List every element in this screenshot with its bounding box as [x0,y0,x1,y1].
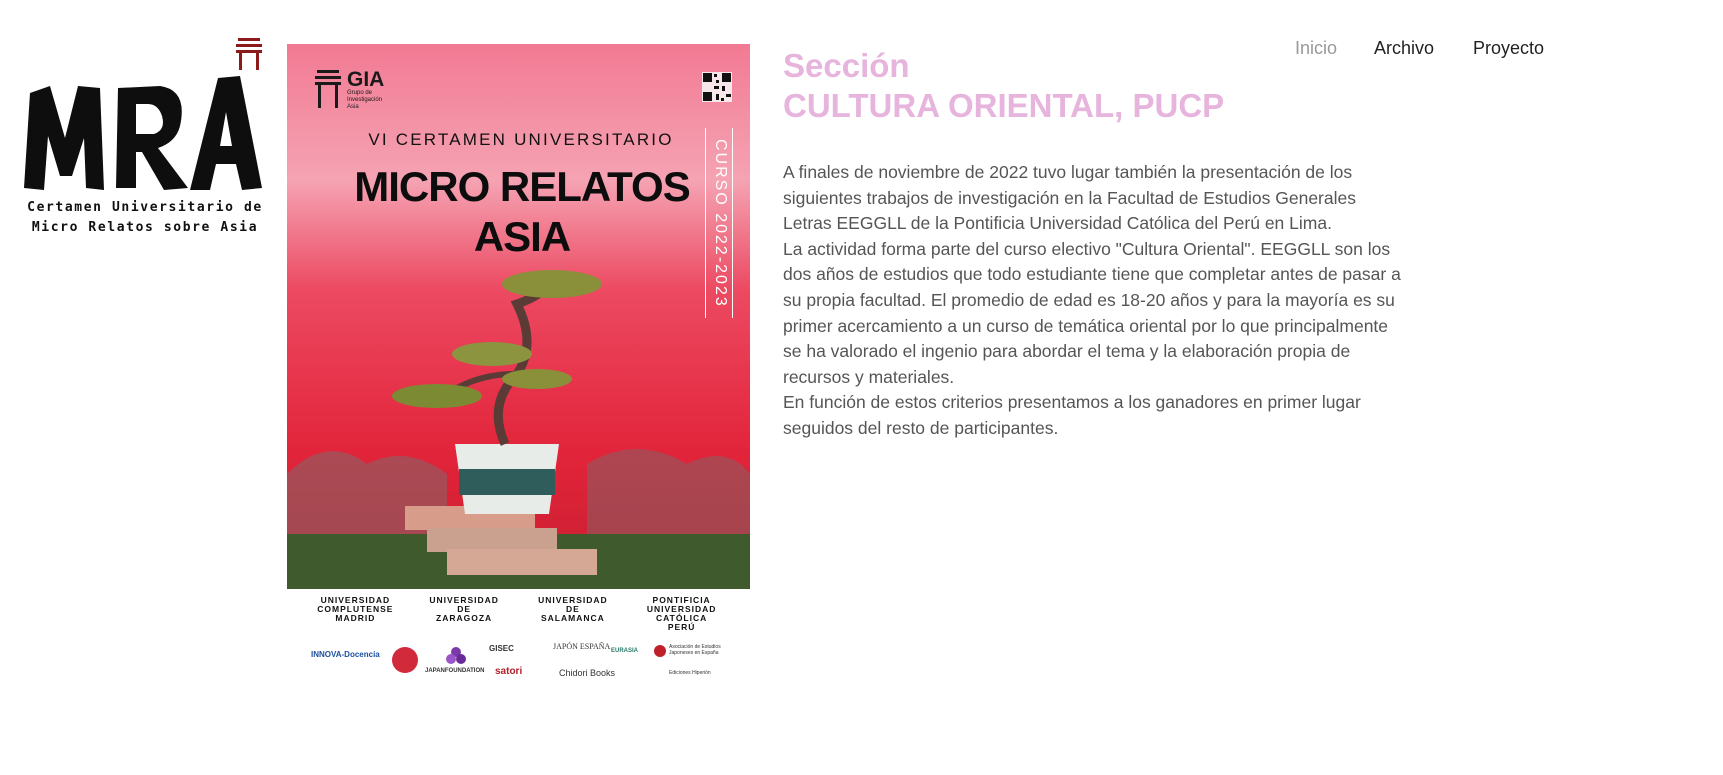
sponsor-japon-espana: JAPÓN ESPAÑA [553,642,611,651]
nav-item-proyecto[interactable]: Proyecto [1473,38,1545,58]
site-logo[interactable] [20,38,270,238]
university-item: PONTIFICIA UNIVERSIDAD CATÓLICA PERÚ [646,595,717,632]
poster-course-label: CURSO 2022-2023 [712,138,729,308]
nav-item-archivo[interactable]: Archivo [1374,38,1435,58]
contest-poster[interactable] [287,44,750,696]
body-paragraph: A finales de noviembre de 2022 tuvo lugar también la presentación de los siguientes trabajos de investigación en la Facultad de Estudios Generales Letras EEGGLL de la Pontificia Universidad Católica del Perú en Lima. [783,162,1356,234]
logo-subtitle [20,198,270,238]
mra-logo-mark [20,38,270,198]
gia-subtitle-1: Grupo de [347,90,373,96]
poster-heading-big-line1: MICRO RELATOS [354,163,690,210]
poster-course-box [705,128,733,318]
gia-subtitle-3: Asia [347,104,359,110]
sponsor-gisec: GISEC [489,644,514,653]
nav-item-inicio[interactable]: Inicio [1295,38,1338,58]
sponsor-satori: satori [495,666,523,677]
sponsor-innova: INNOVA-Docencia [311,650,380,659]
poster-heading-big-line2: ASIA [473,213,571,260]
section-title [783,46,1224,126]
university-item: UNIVERSIDAD DE ZARAGOZA [429,595,499,623]
university-item: UNIVERSIDAD DE SALAMANCA [538,595,608,623]
gia-logo [315,70,384,111]
section-title-line1: Sección [783,47,910,84]
poster-heading-big [342,162,702,262]
gia-gate-icon [315,70,341,108]
section-title-line2: CULTURA ORIENTAL, PUCP [783,87,1225,124]
gia-subtitle-2: Investigación [347,97,383,103]
sponsor-logos [307,642,727,686]
sponsor-japanfoundation: JAPANFOUNDATION [425,668,485,674]
body-paragraph: En función de estos criterios presentamos a los ganadores en primer lugar seguidos del resto de participantes. [783,392,1361,438]
university-list [287,596,750,632]
gia-title: GIA [347,68,385,91]
logo-subtitle-line1: Certamen Universitario de [27,200,263,215]
gate-icon [236,38,262,70]
university-item: UNIVERSIDAD COMPLUTENSE MADRID [317,595,394,623]
poster-photo [287,44,750,589]
qr-code-icon [702,72,732,102]
sponsor-asoc: Asociación de Estudios Japoneses en España [669,644,721,656]
asoc-icon [653,644,667,658]
sponsor-eurasia: EURASIA [611,648,639,654]
sponsor-circle-logo [391,646,419,674]
body-paragraph: La actividad forma parte del curso electivo "Cultura Oriental". EEGGLL son los dos años de estudios que todo estudiante tiene que completar antes de pasar a su propia facultad. El promedio de edad es 18-20 años y para la mayoría es su primer acercamiento a un curso de temática oriental por lo que principalmente se ha valorado el ingenio para abordar el tema y la elaboración propia de recursos y materiales. [783,238,1401,387]
sponsor-hiperion: Ediciones Hiperión [669,670,711,676]
logo-subtitle-line2: Micro Relatos sobre Asia [31,220,259,235]
japanfoundation-flower-icon [445,644,467,668]
poster-heading-small: VI CERTAMEN UNIVERSITARIO [368,130,674,149]
section-body [783,160,1403,442]
sponsor-chidori: Chidori Books [559,668,616,678]
